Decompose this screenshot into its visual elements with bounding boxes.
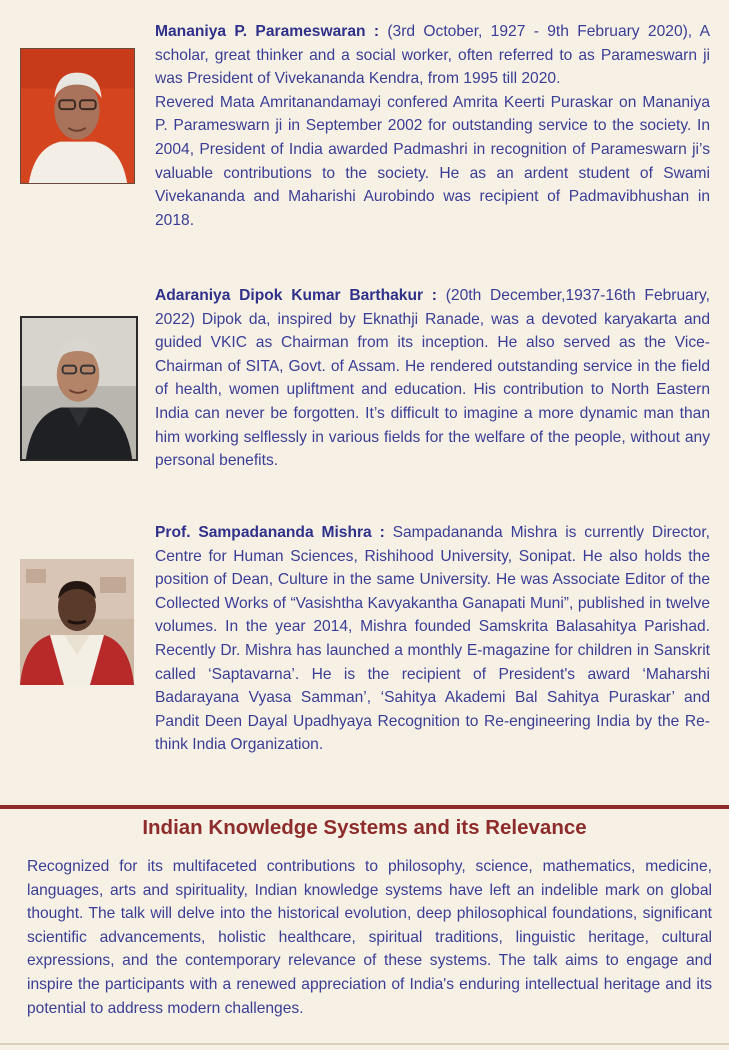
person-name: Mananiya P. Parameswaran : [155,23,380,40]
section-divider [0,805,729,809]
bio-barthakur [155,284,710,473]
bio-text: (20th December,1937-16th February, 2022) Dipok da, inspired by Eknathji Ranade, was a devoted karyakarta and guided VKIC as Chairman from its inception. He also served as the Vice-Chairman of SITA, Govt. of Assam. He rendered outstanding service in the field of health, women upliftment and education. His contribution to North Eastern India can never be forgotten. It’s difficult to imagine a more dynamic man than him working selflessly in various fields for the welfare of the people, without any personal benefits. [155,287,710,470]
person-name: Adaraniya Dipok Kumar Barthakur : [155,287,437,304]
bio-mishra [155,521,710,757]
bio-text: Sampadananda Mishra is currently Director, Centre for Human Sciences, Rishihood University, Sonipat. He also holds the position of Dean, Culture in the same University. He was Associate Editor of the Collected Works of “Vasishtha Kavyakantha Ganapati Muni”, published in twelve volumes. In the year 2014, Mishra founded Samskrita Balasahitya Parishad. Recently Dr. Mishra has launched a monthly E-magazine for children in Sanskrit called ‘Saptavarna’. He is the recipient of President's award ‘Maharshi Badarayana Vyasa Samman’, ‘Sahitya Akademi Bal Sahitya Puraskar’ and Pandit Deen Dayal Upadhyaya Recognition to Re-engineering India by the Re-think India Organization. [155,524,710,754]
portrait-mishra [20,559,134,685]
portrait-barthakur [20,316,138,461]
bio-parameswaran [155,20,710,232]
bio-text-continued: Revered Mata Amritanandamayi confered Amrita Keerti Puraskar on Mananiya P. Parameswarn ji in September 2002 for outstanding service to the society. In 2004, President of India awarded Padmashri in recognition of Parameswarn ji’s valuable contributions to the society. He as an ardent student of Swami Vivekananda and Maharishi Aurobindo was recipient of Padmavibhushan in 2018. [155,93,710,229]
section-body: Recognized for its multifaceted contributions to philosophy, science, mathematics, medicine, languages, arts and spirituality, Indian knowledge systems have left an indelible mark on global thought. The talk will delve into the historical evolution, deep philosophical foundations, significant scientific advancements, holistic healthcare, spiritual traditions, linguistic heritage, cultural expressions, and the contemporary relevance of these systems. The talk aims to engage and inspire the participants with a renewed appreciation of India's enduring intellectual heritage and its potential to address modern challenges. [27,858,712,1017]
portrait-parameswaran [20,48,135,184]
person-name: Prof. Sampadananda Mishra : [155,524,385,541]
section-title: Indian Knowledge Systems and its Relevance [142,816,587,839]
bottom-border [0,1043,729,1045]
bio-text: (3rd October, 1927 - 9th February 2020), A scholar, great thinker and a social worker, often referred to as Parameswarn ji was President of Vivekananda Kendra, from 1995 till 2020. [155,23,711,88]
